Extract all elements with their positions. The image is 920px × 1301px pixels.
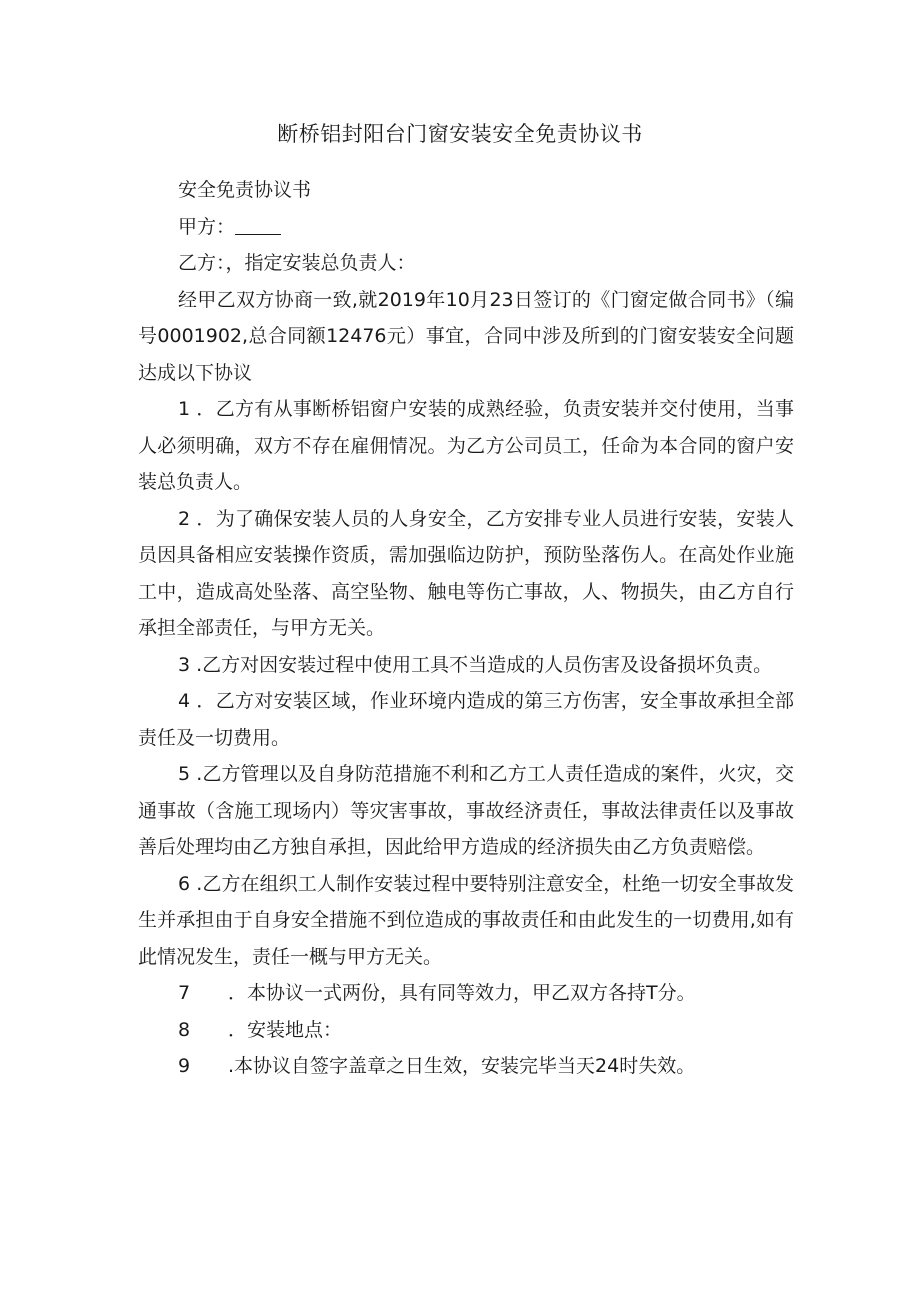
clause-number: 3: [178, 653, 191, 676]
intro-paragraph: 经甲乙双方协商一致,就2019年10月23日签订的《门窗定做合同书》（编号0001902,总合同额12476元）事宜，合同中涉及所到的门窗安装安全问题达成以下协议: [138, 288, 794, 384]
clause-number: 7: [178, 982, 191, 1004]
clause-text: .乙方管理以及自身防范措施不利和乙方工人责任造成的案件，火灾，交通事故（含施工现场内）等灾害事故，事故经济责任，事故法律责任以及事故善后处理均由乙方独自承担，因此给甲方造成的经济损失由乙方负责赔偿。: [138, 763, 795, 858]
clause-number: 6: [178, 872, 191, 895]
party-a-blank: [235, 216, 281, 235]
clause-9: [138, 1048, 794, 1085]
clause-2: [138, 501, 794, 647]
clause-6: [138, 866, 794, 976]
clause-text: .本协议自签字盖章之日生效，安装完毕当天24时失效。: [228, 1055, 696, 1077]
clause-text: ．为了确保安装人员的人身安全，乙方安排专业人员进行安装，安装人员因具备相应安装操作资质，需加强临边防护，预防坠落伤人。在高处作业施工中，造成高处坠落、高空坠物、触电等伤亡事故，人、物损失，由乙方自行承担全部责任，与甲方无关。: [138, 507, 794, 639]
clause-text: ．本协议一式两份，具有同等效力，甲乙双方各持T分。: [228, 982, 696, 1004]
clause-1: [138, 391, 794, 501]
clause-text: ．安装地点：: [228, 1018, 343, 1041]
clause-number: 8: [178, 1018, 191, 1041]
document-body: [138, 172, 794, 1085]
party-a-line: [138, 209, 794, 246]
clause-text: .乙方对因安装过程中使用工具不当造成的人员伤害及设备损坏负责。: [196, 653, 773, 676]
party-b-line: 乙方：，指定安装总负责人：: [178, 252, 416, 274]
clause-4: [138, 683, 794, 756]
clause-5: [138, 756, 794, 866]
party-a-label: 甲方：: [178, 215, 236, 238]
clause-8: [138, 1012, 794, 1049]
clause-number: 5: [178, 763, 191, 785]
clause-number: 1: [178, 398, 191, 420]
clause-text: ．乙方对安装区域，作业环境内造成的第三方伤害，安全事故承担全部责任及一切费用。: [138, 690, 794, 749]
clause-text: .乙方在组织工人制作安装过程中要特别注意安全，杜绝一切安全事故发生并承担由于自身安全措施不到位造成的事故责任和由此发生的一切费用,如有此情况发生，责任一概与甲方无关。: [138, 872, 795, 968]
document-title: 断桥铝封阳台门窗安装安全免责协议书: [277, 122, 643, 146]
clause-number: 2: [178, 507, 191, 530]
subtitle: 安全免责协议书: [178, 179, 312, 201]
clause-7: [138, 975, 794, 1012]
clause-number: 4: [178, 690, 191, 712]
clause-text: ．乙方有从事断桥铝窗户安装的成熟经验，负责安装并交付使用，当事人必须明确，双方不存在雇佣情况。为乙方公司员工，任命为本合同的窗户安装总负责人。: [138, 398, 794, 493]
clause-3: [138, 647, 794, 684]
clause-number: 9: [178, 1055, 191, 1077]
